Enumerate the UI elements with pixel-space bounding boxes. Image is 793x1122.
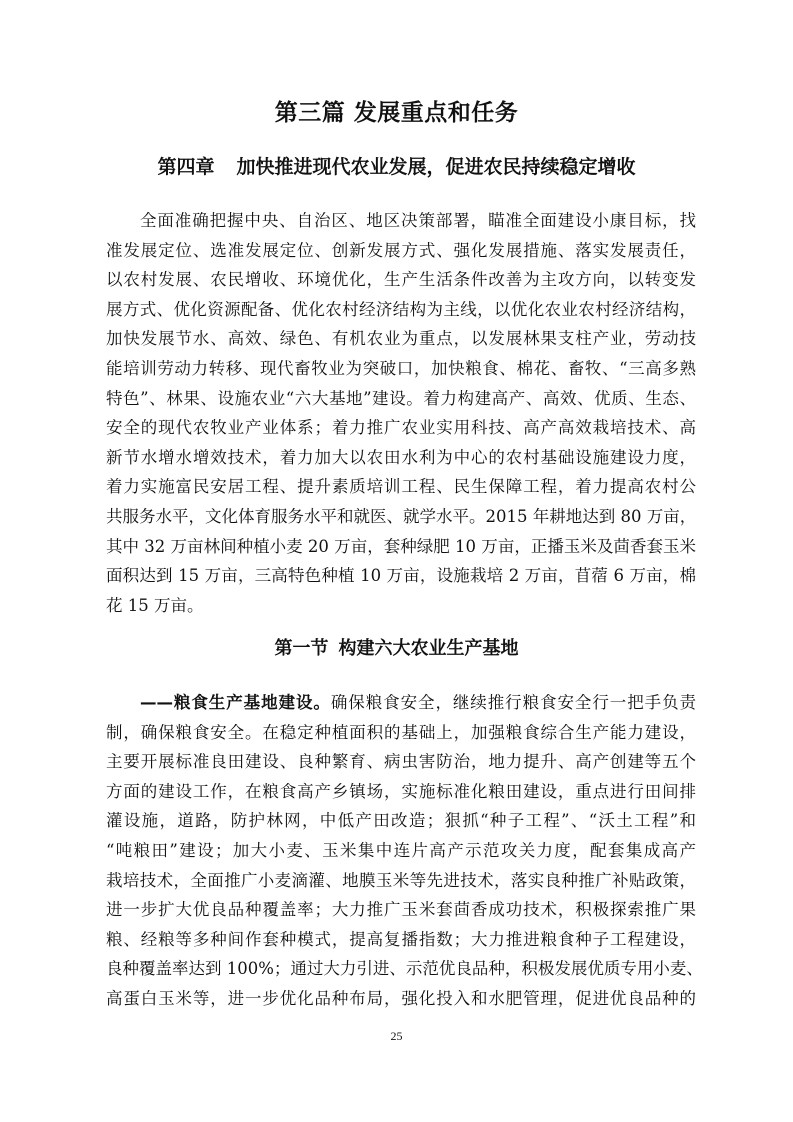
section-number: 第一节 <box>274 638 329 659</box>
paragraph-line: 准发展定位、选准发展定位、创新发展方式、强化发展措施、落实发展责任， <box>106 240 696 260</box>
paragraph-grain-base <box>106 688 703 1014</box>
paragraph-line: 灌设施，道路，防护林网，中低产田改造；狠抓“种子工程”、“沃土工程”和 <box>106 811 696 831</box>
chapter-heading-text: 加快推进现代农业发展，促进农民持续稳定增收 <box>236 156 636 178</box>
paragraph-line: 着力实施富民安居工程、提升素质培训工程、民生保障工程，着力提高农村公 <box>106 477 696 497</box>
paragraph-line <box>106 688 696 718</box>
paragraph-line: 全面准确把握中央、自治区、地区决策部署，瞄准全面建设小康目标，找 <box>140 211 696 230</box>
paragraph-line: 展方式、优化资源配备、优化农村经济结构为主线，以优化农业农村经济结构， <box>106 299 696 319</box>
part-title: 第三篇 发展重点和任务 <box>274 100 519 126</box>
paragraph-line: 高蛋白玉米等，进一步优化品种布局，强化投入和水肥管理，促进优良品种的 <box>106 988 696 1008</box>
page-number: 25 <box>390 1029 403 1043</box>
chapter-number: 第四章 <box>157 156 215 178</box>
paragraph-line: 方面的建设工作，在粮食高产乡镇场，实施标准化粮田建设，重点进行田间排 <box>106 781 696 801</box>
paragraph-line: 能培训劳动力转移、现代畜牧业为突破口，加快粮食、棉花、畜牧、“三高多熟 <box>106 358 696 378</box>
paragraph-intro <box>106 206 696 620</box>
paragraph-line: 进一步扩大优良品种覆盖率；大力推广玉米套茴香成功技术，积极探索推广果 <box>106 900 696 920</box>
paragraph-line: 栽培技术，全面推广小麦滴灌、地膜玉米等先进技术，落实良种推广补贴政策， <box>106 870 696 890</box>
chapter-title <box>0 152 793 182</box>
paragraph-line: 制，确保粮食安全。在稳定种植面积的基础上，加强粮食综合生产能力建设， <box>106 722 696 742</box>
section-heading-text: 构建六大农业生产基地 <box>338 638 519 659</box>
paragraph-line: 新节水增水增效技术，着力加大以农田水利为中心的农村基础设施建设力度， <box>106 447 696 467</box>
paragraph-line: 花 15 万亩。 <box>106 595 204 615</box>
paragraph-line: 共服务水平，文化体育服务水平和就医、就学水平。2015 年耕地达到 80 万亩， <box>106 506 697 526</box>
paragraph-line: 面积达到 15 万亩，三高特色种植 10 万亩，设施栽培 2 万亩，苜蓿 6 万亩，棉 <box>106 566 696 586</box>
section-title <box>0 634 793 664</box>
paragraph-line: 特色”、林果、设施农业“六大基地”建设。着力构建高产、高效、优质、生态、 <box>106 388 696 408</box>
paragraph-line: 其中 32 万亩林间种植小麦 20 万亩，套种绿肥 10 万亩，正播玉米及茴香套玉米 <box>106 536 696 556</box>
paragraph-line-text: 确保粮食安全，继续推行粮食安全行一把手负责 <box>330 693 697 712</box>
paragraph-line: 良种覆盖率达到 100%；通过大力引进、示范优良品种，积极发展优质专用小麦、 <box>106 959 703 979</box>
paragraph-line: 加快发展节水、高效、绿色、有机农业为重点，以发展林果支柱产业，劳动技 <box>106 329 696 349</box>
paragraph-line: 粮、经粮等多种间作套种模式，提高复播指数；大力推进粮食种子工程建设， <box>106 929 696 949</box>
paragraph-line: 以农村发展、农民增收、环境优化，生产生活条件改善为主攻方向，以转变发 <box>106 270 696 290</box>
paragraph-line: “吨粮田”建设；加大小麦、玉米集中连片高产示范攻关力度，配套集成高产 <box>106 840 696 860</box>
paragraph-lead: ——粮食生产基地建设。 <box>140 693 331 712</box>
paragraph-line: 主要开展标准良田建设、良种繁育、病虫害防治，地力提升、高产创建等五个 <box>106 752 696 772</box>
paragraph-line: 安全的现代农牧业产业体系；着力推广农业实用科技、高产高效栽培技术、高 <box>106 418 696 438</box>
